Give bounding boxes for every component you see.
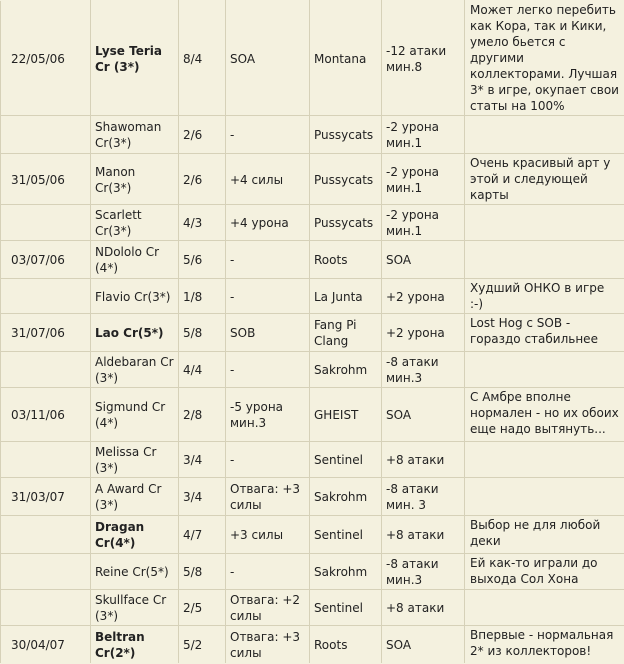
ability-cell: - bbox=[226, 116, 310, 154]
card-name-cell: Skullface Cr (3*) bbox=[91, 590, 179, 626]
bonus-cell: +2 урона bbox=[382, 314, 465, 352]
date-cell: 22/05/06 bbox=[1, 1, 91, 116]
bonus-cell: SOA bbox=[382, 388, 465, 442]
comment-cell: Может легко перебить как Кора, так и Кики, умело бьется с другими коллекторами. Лучшая 3* в игре, окупает свои статы на 100% bbox=[465, 1, 624, 116]
card-name-cell: A Award Cr (3*) bbox=[91, 478, 179, 516]
bonus-cell: +8 атаки bbox=[382, 516, 465, 554]
comment-cell bbox=[465, 241, 624, 279]
date-cell: 03/11/06 bbox=[1, 388, 91, 442]
power-damage-cell: 3/4 bbox=[179, 442, 226, 478]
comment-cell bbox=[465, 442, 624, 478]
card-name-cell: Manon Cr(3*) bbox=[91, 154, 179, 205]
power-damage-cell: 3/4 bbox=[179, 478, 226, 516]
card-name-cell: Sigmund Cr (4*) bbox=[91, 388, 179, 442]
power-damage-cell: 4/7 bbox=[179, 516, 226, 554]
card-name-cell: Aldebaran Cr (3*) bbox=[91, 352, 179, 388]
date-cell: 31/07/06 bbox=[1, 314, 91, 352]
power-damage-cell: 8/4 bbox=[179, 1, 226, 116]
comment-cell: Ей как-то играли до выхода Сол Хона bbox=[465, 554, 624, 590]
card-name-cell: Reine Cr(5*) bbox=[91, 554, 179, 590]
clan-cell: Sentinel bbox=[310, 516, 382, 554]
ability-cell: - bbox=[226, 279, 310, 314]
table-row bbox=[1, 352, 624, 388]
clan-cell: Sentinel bbox=[310, 590, 382, 626]
clan-cell: Pussycats bbox=[310, 205, 382, 241]
date-cell: 31/05/06 bbox=[1, 154, 91, 205]
bonus-cell: -8 атаки мин. 3 bbox=[382, 478, 465, 516]
card-name-cell: Beltran Cr(2*) bbox=[91, 626, 179, 664]
date-cell bbox=[1, 279, 91, 314]
ability-cell: - bbox=[226, 442, 310, 478]
date-cell: 31/03/07 bbox=[1, 478, 91, 516]
table-row bbox=[1, 279, 624, 314]
power-damage-cell: 5/2 bbox=[179, 626, 226, 664]
comment-cell: Выбор не для любой деки bbox=[465, 516, 624, 554]
table-row bbox=[1, 241, 624, 279]
comment-cell bbox=[465, 478, 624, 516]
bonus-cell: +2 урона bbox=[382, 279, 465, 314]
comment-cell: Очень красивый арт у этой и следующей карты bbox=[465, 154, 624, 205]
card-name-cell: Lao Cr(5*) bbox=[91, 314, 179, 352]
clan-cell: Pussycats bbox=[310, 154, 382, 205]
power-damage-cell: 5/6 bbox=[179, 241, 226, 279]
bonus-cell: -2 урона мин.1 bbox=[382, 116, 465, 154]
clan-cell: Roots bbox=[310, 241, 382, 279]
ability-cell: -5 урона мин.3 bbox=[226, 388, 310, 442]
ability-cell: - bbox=[226, 352, 310, 388]
power-damage-cell: 2/5 bbox=[179, 590, 226, 626]
bonus-cell: -2 урона мин.1 bbox=[382, 205, 465, 241]
table-row bbox=[1, 442, 624, 478]
table-row bbox=[1, 314, 624, 352]
table-row bbox=[1, 626, 624, 664]
table-row bbox=[1, 590, 624, 626]
power-damage-cell: 2/6 bbox=[179, 116, 226, 154]
ability-cell: - bbox=[226, 554, 310, 590]
bonus-cell: -8 атаки мин.3 bbox=[382, 554, 465, 590]
ability-cell: SOB bbox=[226, 314, 310, 352]
clan-cell: Montana bbox=[310, 1, 382, 116]
table-row bbox=[1, 478, 624, 516]
date-cell bbox=[1, 442, 91, 478]
clan-cell: Sakrohm bbox=[310, 352, 382, 388]
date-cell bbox=[1, 516, 91, 554]
date-cell bbox=[1, 590, 91, 626]
clan-cell: GHEIST bbox=[310, 388, 382, 442]
table-row bbox=[1, 388, 624, 442]
comment-cell: С Амбре вполне нормален - но их обоих еще надо вытянуть... bbox=[465, 388, 624, 442]
table-row bbox=[1, 1, 624, 116]
card-name-cell: Shawoman Cr(3*) bbox=[91, 116, 179, 154]
card-name-cell: Lyse Teria Cr (3*) bbox=[91, 1, 179, 116]
card-name-cell: Flavio Cr(3*) bbox=[91, 279, 179, 314]
table-row bbox=[1, 554, 624, 590]
comment-cell: Lost Hog с SOB - гораздо стабильнее bbox=[465, 314, 624, 352]
comment-cell bbox=[465, 116, 624, 154]
power-damage-cell: 5/8 bbox=[179, 314, 226, 352]
power-damage-cell: 4/4 bbox=[179, 352, 226, 388]
clan-cell: Sakrohm bbox=[310, 478, 382, 516]
table-row bbox=[1, 154, 624, 205]
ability-cell: Отвага: +3 силы bbox=[226, 478, 310, 516]
clan-cell: Sentinel bbox=[310, 442, 382, 478]
date-cell bbox=[1, 205, 91, 241]
table-row bbox=[1, 516, 624, 554]
card-name-cell: NDololo Cr (4*) bbox=[91, 241, 179, 279]
clan-cell: La Junta bbox=[310, 279, 382, 314]
table-row bbox=[1, 116, 624, 154]
comment-cell: Худший ОНКО в игре :-) bbox=[465, 279, 624, 314]
bonus-cell: -2 урона мин.1 bbox=[382, 154, 465, 205]
bonus-cell: SOA bbox=[382, 626, 465, 664]
comment-cell bbox=[465, 352, 624, 388]
power-damage-cell: 5/8 bbox=[179, 554, 226, 590]
date-cell bbox=[1, 554, 91, 590]
bonus-cell: SOA bbox=[382, 241, 465, 279]
ability-cell: SOA bbox=[226, 1, 310, 116]
comment-cell: Впервые - нормальная 2* из коллекторов! bbox=[465, 626, 624, 664]
ability-cell: Отвага: +3 силы bbox=[226, 626, 310, 664]
ability-cell: Отвага: +2 силы bbox=[226, 590, 310, 626]
date-cell bbox=[1, 116, 91, 154]
ability-cell: +3 силы bbox=[226, 516, 310, 554]
ability-cell: +4 урона bbox=[226, 205, 310, 241]
clan-cell: Fang Pi Clang bbox=[310, 314, 382, 352]
table-row bbox=[1, 205, 624, 241]
date-cell bbox=[1, 352, 91, 388]
card-name-cell: Melissa Cr (3*) bbox=[91, 442, 179, 478]
bonus-cell: +8 атаки bbox=[382, 590, 465, 626]
comment-cell bbox=[465, 590, 624, 626]
ability-cell: +4 силы bbox=[226, 154, 310, 205]
power-damage-cell: 2/6 bbox=[179, 154, 226, 205]
date-cell: 30/04/07 bbox=[1, 626, 91, 664]
power-damage-cell: 2/8 bbox=[179, 388, 226, 442]
clan-cell: Sakrohm bbox=[310, 554, 382, 590]
bonus-cell: +8 атаки bbox=[382, 442, 465, 478]
comment-cell bbox=[465, 205, 624, 241]
card-name-cell: Scarlett Cr(3*) bbox=[91, 205, 179, 241]
bonus-cell: -8 атаки мин.3 bbox=[382, 352, 465, 388]
card-name-cell: Dragan Cr(4*) bbox=[91, 516, 179, 554]
power-damage-cell: 1/8 bbox=[179, 279, 226, 314]
clan-cell: Pussycats bbox=[310, 116, 382, 154]
clan-cell: Roots bbox=[310, 626, 382, 664]
date-cell: 03/07/06 bbox=[1, 241, 91, 279]
bonus-cell: -12 атаки мин.8 bbox=[382, 1, 465, 116]
power-damage-cell: 4/3 bbox=[179, 205, 226, 241]
ability-cell: - bbox=[226, 241, 310, 279]
